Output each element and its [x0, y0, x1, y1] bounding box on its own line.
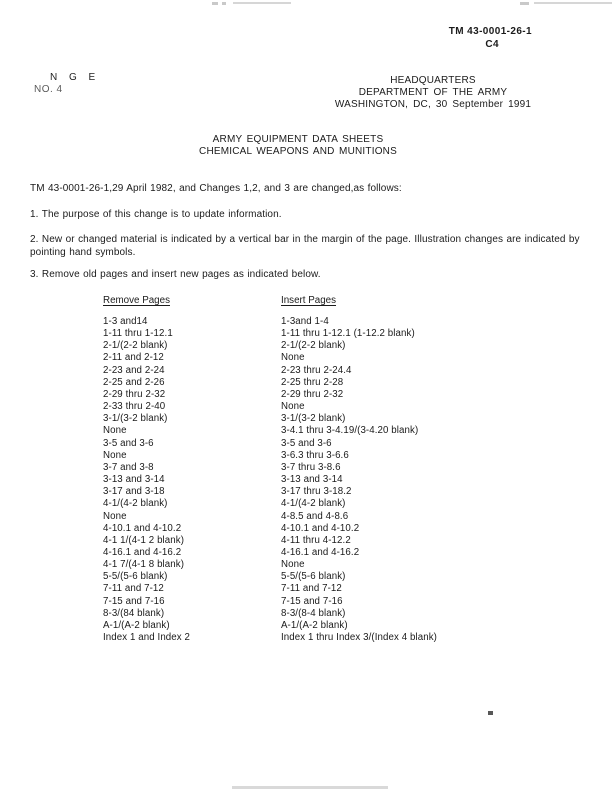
org-line-1: HEADQUARTERS	[390, 75, 476, 86]
insert-pages-cell: 1-11 thru 1-12.1 (1-12.2 blank)	[281, 328, 415, 340]
paragraph-3: 3. Remove old pages and insert new pages as indicated below.	[30, 269, 321, 280]
remove-pages-cell: 4-1/(4-2 blank)	[103, 498, 168, 510]
remove-pages-cell: 4-16.1 and 4-16.2	[103, 546, 182, 558]
remove-pages-cell: 3-7 and 3-8	[103, 461, 154, 473]
insert-pages-cell: 3-13 and 3-14	[281, 474, 343, 486]
tm-number: TM 43-0001-26-1	[448, 26, 532, 37]
page-table-row	[103, 523, 437, 535]
insert-pages-cell: 4-8.5 and 4-8.6	[281, 510, 349, 522]
page-table-rows	[103, 316, 437, 644]
scan-dot-artifact	[488, 711, 493, 715]
page-table-row	[103, 365, 437, 377]
scan-artifact	[534, 2, 612, 4]
insert-pages-cell: 7-15 and 7-16	[281, 595, 343, 607]
remove-pages-cell: 2-33 thru 2-40	[103, 401, 166, 413]
insert-pages-cell: Index 1 thru Index 3/(Index 4 blank)	[281, 632, 438, 644]
page-table-row	[103, 377, 437, 389]
insert-pages-cell: 3-6.3 thru 3-6.6	[281, 449, 349, 461]
scan-artifact	[520, 2, 529, 5]
insert-pages-cell: 4-10.1 and 4-10.2	[281, 522, 360, 534]
insert-pages-cell: 5-5/(5-6 blank)	[281, 571, 346, 583]
document-title	[0, 134, 596, 158]
page-table-row	[103, 450, 437, 462]
remove-pages-cell: 3-17 and 3-18	[103, 486, 165, 498]
page-table-row	[103, 389, 437, 401]
insert-pages-cell: 2-23 thru 2-24.4	[281, 364, 352, 376]
insert-pages-cell: 4-1/(4-2 blank)	[281, 498, 346, 510]
remove-pages-cell: 4-1 1/(4-1 2 blank)	[103, 534, 185, 546]
insert-pages-cell: 8-3/(8-4 blank)	[281, 607, 346, 619]
insert-pages-cell: None	[281, 401, 305, 413]
remove-pages-cell: 3-5 and 3-6	[103, 437, 154, 449]
page-table-row	[103, 498, 437, 510]
page-table-row	[103, 328, 437, 340]
page-table-row	[103, 583, 437, 595]
remove-pages-cell: 1-11 thru 1-12.1	[103, 328, 173, 340]
org-line-2: DEPARTMENT OF THE ARMY	[358, 87, 508, 99]
page-table-row	[103, 596, 437, 608]
insert-pages-cell: 3-17 thru 3-18.2	[281, 486, 352, 498]
page-table-row	[103, 401, 437, 413]
remove-pages-cell: 2-11 and 2-12	[103, 352, 164, 364]
page-table-row	[103, 462, 437, 474]
page-table-row	[103, 559, 437, 571]
scan-artifact	[233, 2, 291, 4]
insert-pages-cell: A-1/(A-2 blank)	[281, 619, 348, 631]
title-line-1: ARMY EQUIPMENT DATA SHEETS	[212, 134, 384, 145]
page-table-row	[103, 511, 437, 523]
insert-pages-cell: 7-11 and 7-12	[281, 583, 342, 595]
remove-pages-cell: 2-23 and 2-24	[103, 364, 165, 376]
page-table-row	[103, 425, 437, 437]
paragraph-2: 2. New or changed material is indicated by a vertical bar in the margin of the page. Illustration changes are indicated by pointing hand symbols.	[30, 234, 580, 258]
remove-pages-cell: 7-11 and 7-12	[103, 583, 164, 595]
remove-pages-cell: 8-3/(84 blank)	[103, 607, 165, 619]
scan-artifact	[222, 2, 226, 5]
remove-pages-cell: 7-15 and 7-16	[103, 595, 165, 607]
scan-artifact	[232, 786, 388, 789]
page-table-row	[103, 535, 437, 547]
remove-pages-cell: 1-3 and14	[103, 316, 148, 327]
remove-pages-cell: Index 1 and Index 2	[103, 632, 191, 644]
remove-pages-cell: 5-5/(5-6 blank)	[103, 571, 168, 583]
change-code: C4	[485, 38, 499, 50]
page-table-row	[103, 438, 437, 450]
remove-pages-cell: 4-10.1 and 4-10.2	[103, 522, 182, 534]
scan-artifact	[212, 2, 218, 5]
insert-pages-cell: 2-1/(2-2 blank)	[281, 340, 346, 352]
remove-pages-cell: A-1/(A-2 blank)	[103, 619, 170, 631]
page-table-row	[103, 340, 437, 352]
page-table-row	[103, 352, 437, 364]
page-table-row	[103, 571, 437, 583]
remove-pages-cell: 2-29 thru 2-32	[103, 388, 166, 400]
remove-pages-cell: 2-1/(2-2 blank)	[103, 340, 168, 352]
insert-pages-cell: 4-11 thru 4-12.2	[281, 534, 351, 546]
insert-pages-cell: None	[281, 559, 305, 571]
change-label: N G E	[50, 72, 100, 83]
page-table-row	[103, 620, 437, 632]
insert-pages-header: Insert Pages	[281, 295, 337, 306]
insert-pages-cell: 2-29 thru 2-32	[281, 388, 344, 400]
insert-pages-cell: 3-1/(3-2 blank)	[281, 413, 346, 425]
insert-pages-cell: 3-7 thru 3-8.6	[281, 461, 341, 473]
remove-pages-cell: None	[103, 449, 127, 461]
page-table-row	[103, 608, 437, 620]
remove-pages-cell: None	[103, 510, 127, 522]
tm-number-block	[449, 26, 532, 51]
insert-pages-cell: 4-16.1 and 4-16.2	[281, 546, 360, 558]
remove-pages-cell: 3-1/(3-2 blank)	[103, 413, 168, 425]
insert-pages-cell: 1-3and 1-4	[281, 316, 329, 327]
remove-pages-cell: 2-25 and 2-26	[103, 376, 165, 388]
remove-pages-cell: None	[103, 425, 127, 437]
page-table-row	[103, 474, 437, 486]
page-table-row	[103, 547, 437, 559]
insert-pages-cell: 3-4.1 thru 3-4.19/(3-4.20 blank)	[281, 425, 419, 437]
remove-pages-header: Remove Pages	[103, 295, 170, 306]
insert-pages-cell: 3-5 and 3-6	[281, 437, 332, 449]
remove-pages-cell: 4-1 7/(4-1 8 blank)	[103, 559, 185, 571]
change-block	[34, 72, 100, 96]
page-table-row	[103, 413, 437, 425]
insert-pages-cell: 2-25 thru 2-28	[281, 376, 344, 388]
remove-pages-cell: 3-13 and 3-14	[103, 474, 165, 486]
paragraph-1: 1. The purpose of this change is to update information.	[30, 209, 282, 220]
org-line-3: WASHINGTON, DC, 30 September 1991	[334, 99, 532, 111]
headquarters-block	[333, 75, 533, 112]
intro-paragraph: TM 43-0001-26-1,29 April 1982, and Changes 1,2, and 3 are changed,as follows:	[30, 183, 402, 194]
title-line-2: CHEMICAL WEAPONS AND MUNITIONS	[199, 146, 397, 158]
page-table-row	[103, 316, 437, 328]
page-table-row	[103, 486, 437, 498]
insert-pages-cell: None	[281, 352, 305, 364]
change-number: NO. 4	[34, 84, 63, 95]
page-table-row	[103, 632, 437, 644]
